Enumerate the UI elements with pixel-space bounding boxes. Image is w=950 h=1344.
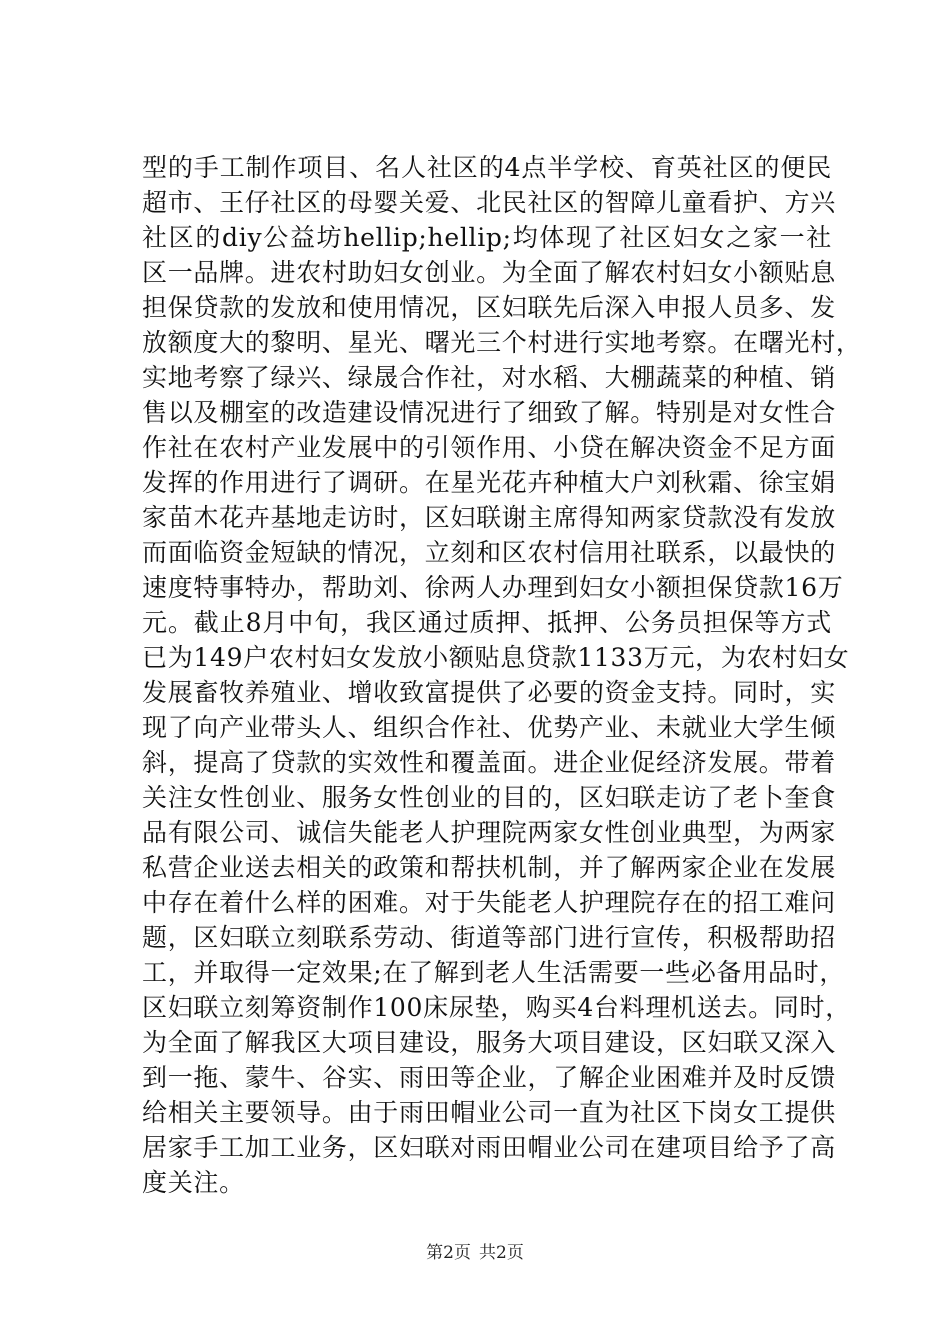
text-line-10: 发挥的作用进行了调研。在星光花卉种植大户刘秋霜、徐宝娟 — [142, 468, 836, 497]
text-line-15: 已为149户农村妇女发放小额贴息贷款1133万元，为农村妇女 — [142, 643, 850, 672]
text-line-3: 社区的diy公益坊hellip;hellip;均体现了社区妇女之家一社 — [142, 223, 832, 252]
document-body — [142, 150, 862, 1200]
text-line-20: 品有限公司、诚信失能老人护理院两家女性创业典型，为两家 — [142, 818, 836, 847]
text-line-23: 题，区妇联立刻联系劳动、街道等部门进行宣传，积极帮助招 — [142, 923, 836, 952]
text-line-25: 区妇联立刻筹资制作100床尿垫，购买4台料理机送去。同时， — [142, 993, 851, 1022]
text-line-29: 居家手工加工业务，区妇联对雨田帽业公司在建项目给予了高 — [142, 1133, 836, 1162]
text-line-18: 斜，提高了贷款的实效性和覆盖面。进企业促经济发展。带着 — [142, 748, 836, 777]
text-line-17: 现了向产业带头人、组织合作社、优势产业、未就业大学生倾 — [142, 713, 836, 742]
text-line-2: 超市、王仔社区的母婴关爱、北民社区的智障儿童看护、方兴 — [142, 188, 836, 217]
text-line-26: 为全面了解我区大项目建设，服务大项目建设，区妇联又深入 — [142, 1028, 836, 1057]
text-line-16: 发展畜牧养殖业、增收致富提供了必要的资金支持。同时，实 — [142, 678, 836, 707]
text-line-7: 实地考察了绿兴、绿晟合作社，对水稻、大棚蔬菜的种植、销 — [142, 363, 836, 392]
text-line-13: 速度特事特办，帮助刘、徐两人办理到妇女小额担保贷款16万 — [142, 573, 844, 602]
text-line-24: 工，并取得一定效果;在了解到老人生活需要一些必备用品时， — [142, 958, 846, 987]
text-line-1: 型的手工制作项目、名人社区的4点半学校、育英社区的便民 — [142, 153, 832, 182]
text-line-28: 给相关主要领导。由于雨田帽业公司一直为社区下岗女工提供 — [142, 1098, 836, 1127]
text-line-4: 区一品牌。进农村助妇女创业。为全面了解农村妇女小额贴息 — [142, 258, 836, 287]
text-line-8: 售以及棚室的改造建设情况进行了细致了解。特别是对女性合 — [142, 398, 836, 427]
text-line-5: 担保贷款的发放和使用情况，区妇联先后深入申报人员多、发 — [142, 293, 836, 322]
text-line-14: 元。截止8月中旬，我区通过质押、抵押、公务员担保等方式 — [142, 608, 832, 637]
text-line-30: 度关注。 — [142, 1168, 245, 1197]
text-line-11: 家苗木花卉基地走访时，区妇联谢主席得知两家贷款没有发放 — [142, 503, 836, 532]
text-line-9: 作社在农村产业发展中的引领作用、小贷在解决资金不足方面 — [142, 433, 836, 462]
text-line-22: 中存在着什么样的困难。对于失能老人护理院存在的招工难问 — [142, 888, 836, 917]
page-number-total: 共2页 — [479, 1243, 524, 1263]
page-footer — [0, 1241, 950, 1265]
page-number-current: 第2页 — [426, 1243, 471, 1263]
text-line-12: 而面临资金短缺的情况，立刻和区农村信用社联系，以最快的 — [142, 538, 836, 567]
text-line-21: 私营企业送去相关的政策和帮扶机制，并了解两家企业在发展 — [142, 853, 836, 882]
text-line-6: 放额度大的黎明、星光、曙光三个村进行实地考察。在曙光村， — [142, 328, 862, 357]
text-line-19: 关注女性创业、服务女性创业的目的，区妇联走访了老卜奎食 — [142, 783, 836, 812]
text-line-27: 到一拖、蒙牛、谷实、雨田等企业，了解企业困难并及时反馈 — [142, 1063, 836, 1092]
